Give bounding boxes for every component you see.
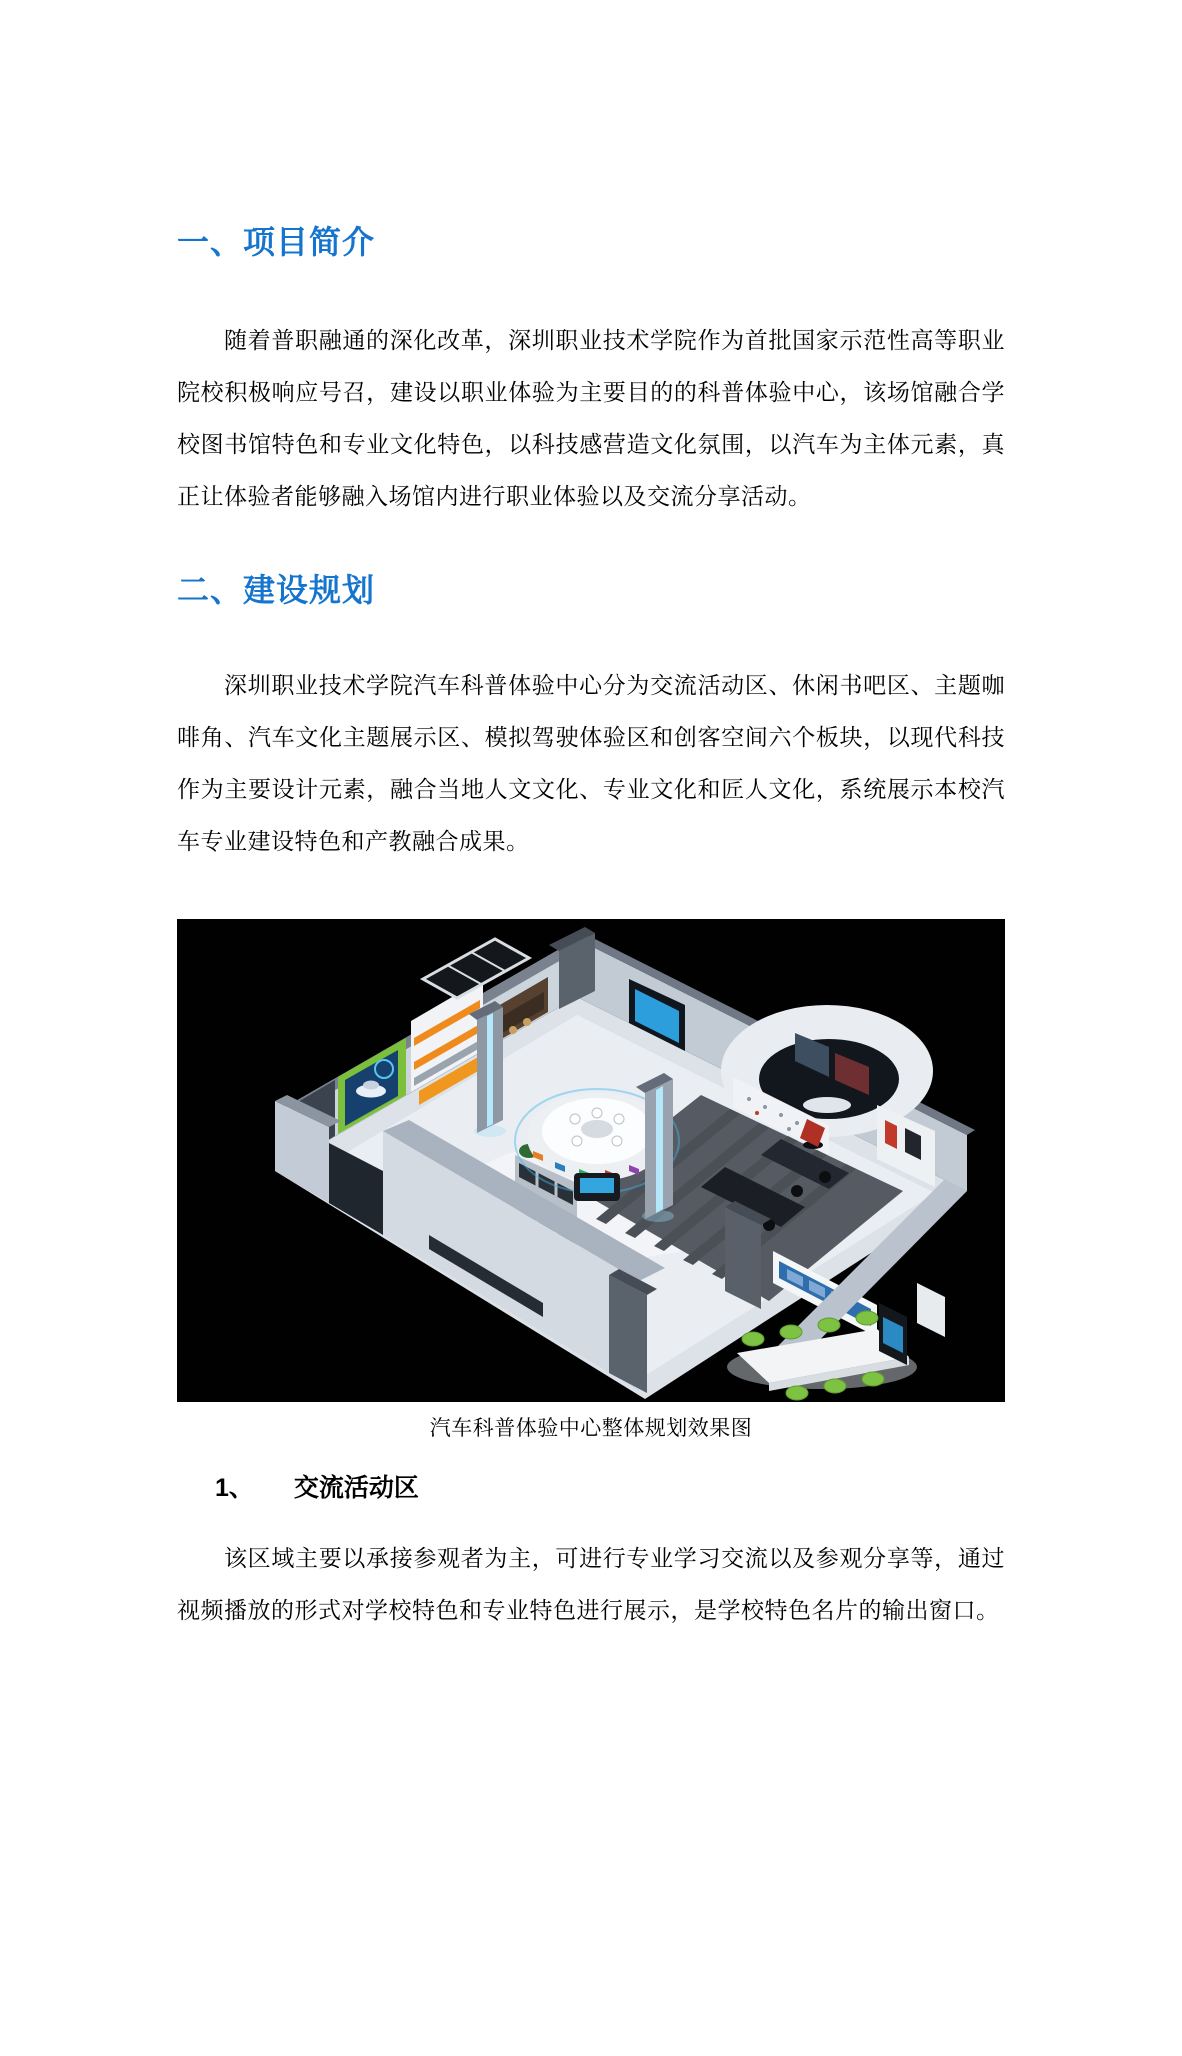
- subsection-title: 交流活动区: [293, 1474, 419, 1502]
- section-heading-2: 二、建设规划: [177, 572, 376, 608]
- subsection-number: 1、: [215, 1474, 254, 1502]
- subsection-heading: [177, 1471, 1005, 1505]
- subsection-paragraph: 该区域主要以承接参观者为主，可进行专业学习交流以及参观分享等，通过视频播放的形式对学校特色和专业特色进行展示，是学校特色名片的输出窗口。: [177, 1545, 1005, 1623]
- section-paragraph-2: 深圳职业技术学院汽车科普体验中心分为交流活动区、休闲书吧区、主题咖啡角、汽车文化主题展示区、模拟驾驶体验区和创客空间六个板块，以现代科技作为主要设计元素，融合当地人文文化、专业文化和匠人文化，系统展示本校汽车专业建设特色和产教融合成果。: [177, 672, 1005, 854]
- figure-caption: 汽车科普体验中心整体规划效果图: [429, 1417, 753, 1440]
- facility-render-image: [177, 919, 1005, 1402]
- section-heading-1: 一、项目简介: [177, 224, 376, 260]
- section-paragraph-1: 随着普职融通的深化改革，深圳职业技术学院作为首批国家示范性高等职业院校积极响应号召，建设以职业体验为主要目的的科普体验中心，该场馆融合学校图书馆特色和专业文化特色，以科技感营造文化氛围，以汽车为主体元素，真正让体验者能够融入场馆内进行职业体验以及交流分享活动。: [177, 327, 1005, 509]
- facility-render-figure: [177, 919, 1005, 1402]
